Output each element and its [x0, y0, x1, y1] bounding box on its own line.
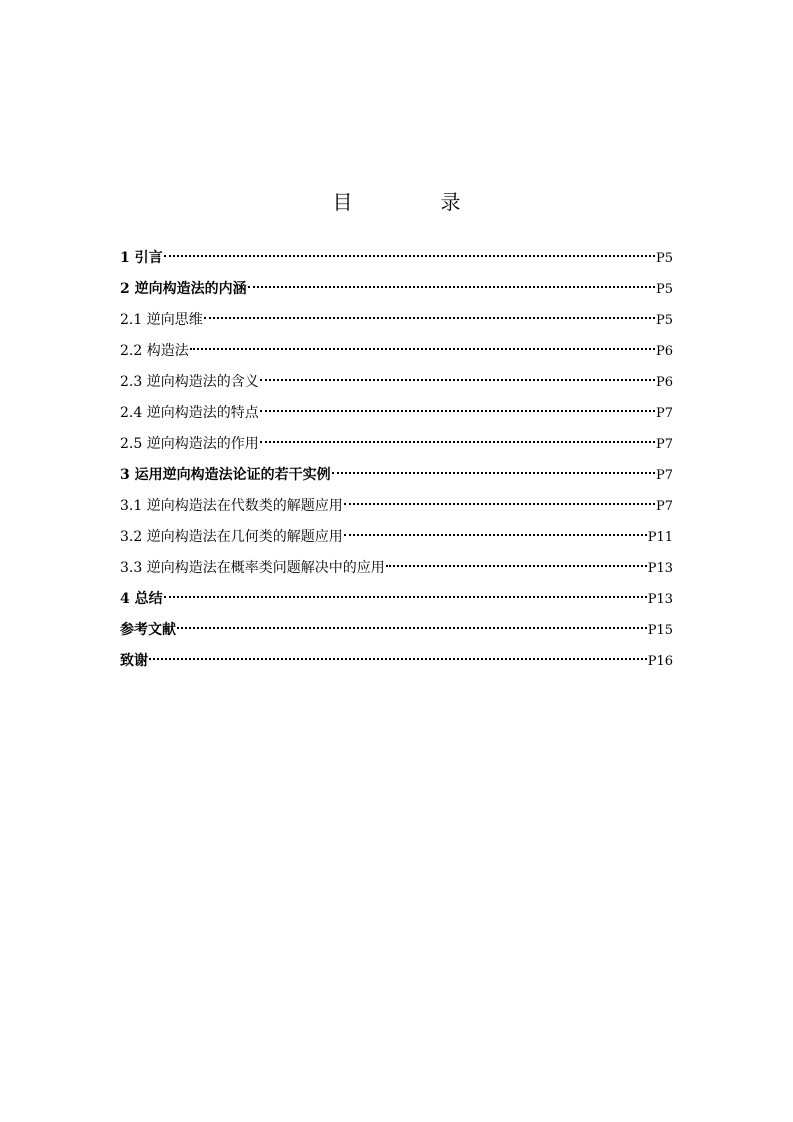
dot-leader: [386, 552, 647, 572]
toc-entry-page: P6: [655, 375, 673, 390]
dot-leader: [344, 490, 655, 510]
dot-leader: [190, 335, 655, 355]
toc-entry[interactable]: [120, 273, 673, 304]
dot-leader: [344, 521, 647, 541]
table-of-contents: [120, 242, 673, 676]
toc-entry[interactable]: [120, 645, 673, 676]
dot-leader: [164, 242, 655, 262]
toc-entry-page: P11: [647, 530, 673, 545]
toc-entry-page: P5: [655, 251, 673, 266]
dot-leader: [332, 459, 655, 479]
toc-entry[interactable]: [120, 614, 673, 645]
toc-entry-label: 致谢: [120, 653, 148, 669]
toc-entry-page: P7: [655, 437, 673, 452]
toc-entry-label: 1 引言: [120, 250, 163, 266]
toc-entry-label: 2.4 逆向构造法的特点: [120, 405, 259, 421]
toc-entry-page: P6: [655, 344, 673, 359]
toc-entry-page: P7: [655, 406, 673, 421]
toc-entry-label: 3 运用逆向构造法论证的若干实例: [120, 467, 331, 483]
page-title: 目 录: [332, 190, 495, 214]
toc-entry[interactable]: [120, 397, 673, 428]
toc-entry-label: 2.2 构造法: [120, 343, 189, 359]
toc-entry[interactable]: [120, 459, 673, 490]
toc-entry-page: P15: [647, 623, 673, 638]
toc-entry-page: P5: [655, 313, 673, 328]
toc-entry-page: P7: [655, 499, 673, 514]
toc-entry-page: P13: [647, 592, 673, 607]
toc-entry-label: 参考文献: [120, 622, 176, 638]
toc-entry[interactable]: [120, 490, 673, 521]
toc-entry-label: 2.3 逆向构造法的含义: [120, 374, 259, 390]
toc-entry[interactable]: [120, 552, 673, 583]
toc-entry-label: 2 逆向构造法的内涵: [120, 281, 247, 297]
dot-leader: [149, 645, 647, 665]
toc-entry-page: P13: [647, 561, 673, 576]
dot-leader: [248, 273, 655, 293]
dot-leader: [260, 397, 655, 417]
dot-leader: [204, 304, 655, 324]
toc-entry[interactable]: [120, 583, 673, 614]
toc-entry[interactable]: [120, 428, 673, 459]
toc-entry-label: 4 总结: [120, 591, 163, 607]
toc-entry-label: 2.5 逆向构造法的作用: [120, 436, 259, 452]
toc-entry-label: 2.1 逆向思维: [120, 312, 203, 328]
toc-entry[interactable]: [120, 521, 673, 552]
dot-leader: [260, 366, 655, 386]
toc-entry-page: P5: [655, 282, 673, 297]
dot-leader: [164, 583, 647, 603]
dot-leader: [177, 614, 647, 634]
toc-entry[interactable]: [120, 335, 673, 366]
toc-entry-label: 3.1 逆向构造法在代数类的解题应用: [120, 498, 343, 514]
dot-leader: [260, 428, 655, 448]
toc-entry[interactable]: [120, 242, 673, 273]
toc-entry-page: P7: [655, 468, 673, 483]
toc-entry-label: 3.2 逆向构造法在几何类的解题应用: [120, 529, 343, 545]
toc-entry-page: P16: [647, 654, 673, 669]
toc-entry-label: 3.3 逆向构造法在概率类问题解决中的应用: [120, 560, 385, 576]
toc-entry[interactable]: [120, 304, 673, 335]
toc-entry[interactable]: [120, 366, 673, 397]
